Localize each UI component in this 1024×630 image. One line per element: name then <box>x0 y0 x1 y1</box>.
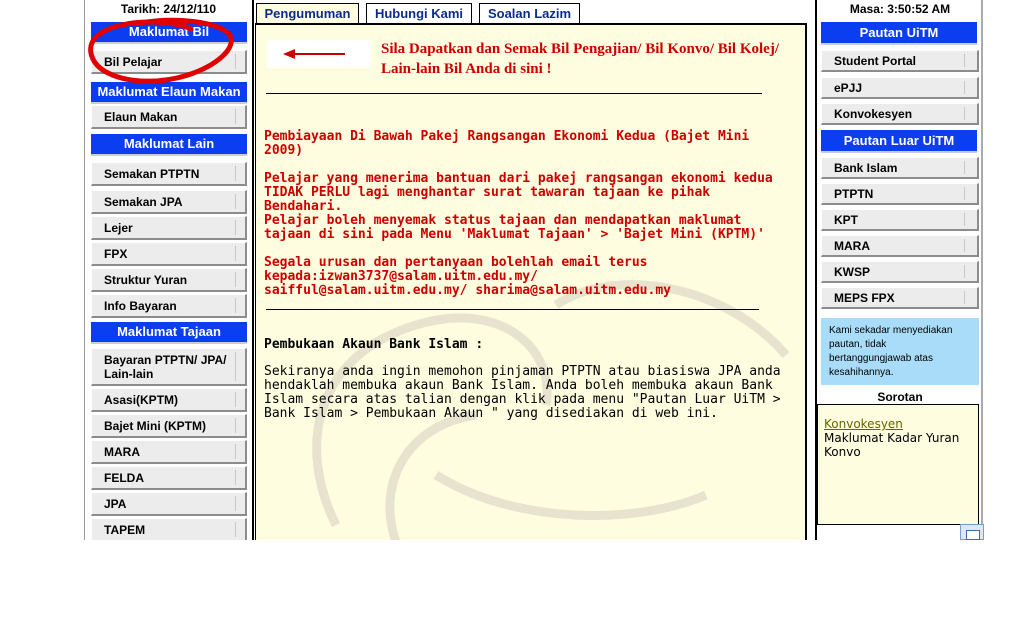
tab-soalan-lazim[interactable]: Soalan Lazim <box>479 3 580 23</box>
menu-item-label: FPX <box>104 247 128 261</box>
sorotan-text: Maklumat Kadar Yuran Konvo <box>824 431 960 459</box>
menu-item-label: Bil Pelajar <box>104 55 163 69</box>
tab-hubungi-kami[interactable]: Hubungi Kami <box>366 3 472 23</box>
paragraph-semak-status: Pelajar boleh menyemak status tajaan dan mendapatkan maklumat tajaan di sini pada Menu 'Maklumat Tajaan' > 'Bajet Mini (KPTM)' <box>264 213 765 242</box>
menu-item-bajet-mini-kptm[interactable] <box>91 414 247 438</box>
menu-item-fpx[interactable] <box>91 242 247 266</box>
section-maklumat-elaun-makan: Maklumat Elaun Makan <box>91 82 247 102</box>
section-maklumat-bil: Maklumat Bil <box>91 22 247 42</box>
text-fragment: Pelajar yang menerima bantuan dari pakej rangsangan ekonomi kedua <box>264 171 773 186</box>
sorotan-link-konvokesyen[interactable]: Konvokesyen <box>824 417 903 431</box>
menu-item-info-bayaran[interactable] <box>91 294 247 318</box>
sorotan-title: Sorotan <box>877 390 923 404</box>
menu-item-semakan-jpa[interactable] <box>91 190 247 214</box>
menu-item-mara[interactable] <box>91 440 247 464</box>
text-fragment: lagi menghantar surat tawaran tajaan ke pihak Bendahari. <box>264 185 711 214</box>
link-student-portal[interactable]: Student Portal <box>821 50 979 72</box>
text-tidak-perlu: TIDAK PERLU <box>264 185 351 200</box>
menu-item-asasi-kptm[interactable] <box>91 388 247 412</box>
section-pautan-luar-uitm: Pautan Luar UiTM <box>821 130 977 151</box>
menu-item-label: Struktur Yuran <box>104 273 188 287</box>
disclaimer-note: Kami sekadar menyediakan pautan, tidak bertanggungjawab atas kesahihannya. <box>821 318 979 385</box>
menu-item-bayaran-ptptn-jpa[interactable] <box>91 348 247 386</box>
menu-item-label: MARA <box>104 445 140 459</box>
link-bank-islam[interactable]: Bank Islam <box>821 157 979 179</box>
menu-item-label: Elaun Makan <box>104 110 178 124</box>
menu-item-label: Lejer <box>104 221 133 235</box>
tab-pengumuman[interactable]: Pengumuman <box>256 3 359 23</box>
right-links-panel <box>815 0 983 540</box>
link-mara[interactable]: MARA <box>821 235 979 257</box>
menu-item-label: Bajet Mini (KPTM) <box>104 419 206 433</box>
link-kpt[interactable]: KPT <box>821 209 979 231</box>
menu-item-semakan-ptptn[interactable] <box>91 162 247 186</box>
menu-item-label: Semakan JPA <box>104 195 183 209</box>
sorotan-box <box>817 404 979 525</box>
bill-notice[interactable]: Sila Dapatkan dan Semak Bil Pengajian/ Bil Konvo/ Bil Kolej/ Lain-lain Bil Anda di sini ! <box>381 41 779 77</box>
paragraph-bank-islam: Sekiranya anda ingin memohon pinjaman PTPTN atau biasiswa JPA anda hendaklah membuka akaun Bank Islam. Anda boleh membuka akaun Bank Islam secara atas talian dengan klik pada menu "Pautan Luar UiTM > Bank Islam > Pembukaan Akaun " yang disediakan di web ini. <box>264 364 781 421</box>
menu-item-label: JPA <box>104 497 127 511</box>
menu-item-label: Info Bayaran <box>104 299 177 313</box>
menu-item-lejer[interactable] <box>91 216 247 240</box>
section-maklumat-lain: Maklumat Lain <box>91 134 247 154</box>
section-maklumat-tajaan: Maklumat Tajaan <box>91 322 247 342</box>
menu-item-label: Lain-lain <box>104 367 154 381</box>
left-menu <box>84 0 254 540</box>
menu-item-label: Bayaran PTPTN/ JPA/ <box>104 353 227 367</box>
menu-item-label: Semakan PTPTN <box>104 167 200 181</box>
link-epjj[interactable]: ePJJ <box>821 77 979 99</box>
menu-item-jpa[interactable] <box>91 492 247 516</box>
divider <box>266 93 762 94</box>
window-icon[interactable] <box>960 524 984 540</box>
menu-item-label: FELDA <box>104 471 144 485</box>
menu-item-elaun-makan[interactable] <box>91 105 247 129</box>
menu-item-tapem[interactable] <box>91 518 247 540</box>
menu-item-felda[interactable] <box>91 466 247 490</box>
time-display: Masa: 3:50:52 AM <box>849 2 951 16</box>
paragraph-email-contact: Segala urusan dan pertanyaan bolehlah email terus kepada:izwan3737@salam.uitm.edu.my/ saifful@salam.uitm.edu.my/ sharima@salam.uitm.edu.my <box>264 255 671 298</box>
paragraph-bantuan <box>264 172 784 214</box>
date-display: Tarikh: 24/12/110 <box>120 2 217 16</box>
divider <box>266 309 759 310</box>
link-konvokesyen[interactable]: Konvokesyen <box>821 103 979 125</box>
heading-pakej-rangsangan: Pembiayaan Di Bawah Pakej Rangsangan Ekonomi Kedua (Bajet Mini 2009) <box>264 129 750 158</box>
section-pautan-uitm: Pautan UiTM <box>821 22 977 43</box>
left-arrow-icon <box>267 40 371 68</box>
arrow-banner <box>267 40 371 68</box>
link-kwsp[interactable]: KWSP <box>821 261 979 283</box>
link-meps-fpx[interactable]: MEPS FPX <box>821 287 979 309</box>
menu-item-label: TAPEM <box>104 523 146 537</box>
menu-item-bil-pelajar[interactable] <box>91 50 247 74</box>
menu-item-label: Asasi(KPTM) <box>104 393 179 407</box>
heading-akaun-bank-islam: Pembukaan Akaun Bank Islam : <box>264 337 484 352</box>
link-ptptn[interactable]: PTPTN <box>821 183 979 205</box>
menu-item-struktur-yuran[interactable] <box>91 268 247 292</box>
announcement-panel <box>255 23 807 540</box>
